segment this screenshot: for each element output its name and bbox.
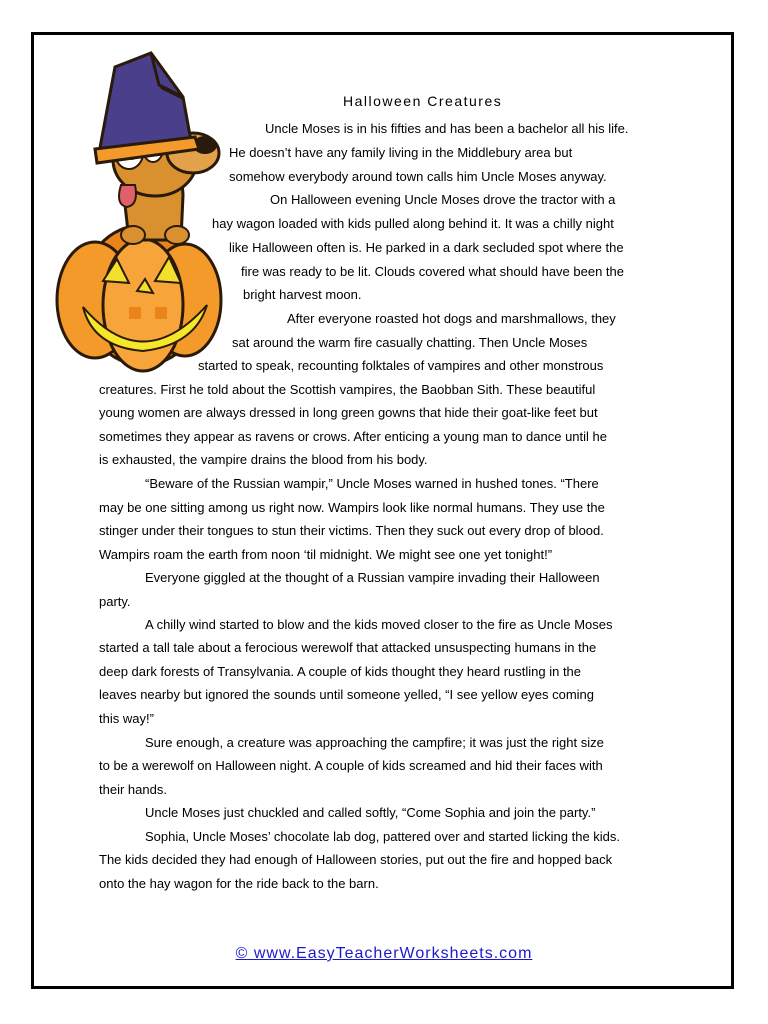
story-line: deep dark forests of Transylvania. A couple of kids thought they heard rustling in the [99, 664, 582, 679]
jack-o-lantern-icon [57, 225, 221, 371]
story-line: started a tall tale about a ferocious werewolf that attacked unsuspecting humans in the [99, 640, 597, 655]
story-line: stinger under their tongues to stun their victims. Then they suck out every drop of blood. [99, 523, 604, 538]
story-line: their hands. [99, 782, 167, 797]
story-line: this way!” [99, 711, 154, 726]
page-title: Halloween Creatures [343, 93, 503, 109]
story-line: Everyone giggled at the thought of a Russian vampire invading their Halloween [145, 570, 600, 585]
story-line: After everyone roasted hot dogs and marshmallows, they [287, 311, 616, 326]
story-line: to be a werewolf on Halloween night. A couple of kids screamed and hid their faces with [99, 758, 603, 773]
story-line: Uncle Moses is in his fifties and has been a bachelor all his life. [265, 121, 629, 136]
story-line: young women are always dressed in long green gowns that hide their goat-like feet but [99, 405, 598, 420]
story-line: Wampirs roam the earth from noon ‘til midnight. We might see one yet tonight!” [99, 547, 553, 562]
story-line: somehow everybody around town calls him Uncle Moses anyway. [229, 169, 607, 184]
story-line: On Halloween evening Uncle Moses drove the tractor with a [270, 192, 616, 207]
story-line: A chilly wind started to blow and the kids moved closer to the fire as Uncle Moses [145, 617, 613, 632]
story-line: Uncle Moses just chuckled and called softly, “Come Sophia and join the party.” [145, 805, 596, 820]
witch-hat-icon [95, 53, 199, 163]
story-line: The kids decided they had enough of Halloween stories, put out the fire and hopped back [99, 852, 613, 867]
story-line: sometimes they appear as ravens or crows. After enticing a young man to dance until he [99, 429, 607, 444]
website-link[interactable]: © www.EasyTeacherWorksheets.com [235, 945, 533, 962]
story-line: creatures. First he told about the Scottish vampires, the Baobban Sith. These beautiful [99, 382, 596, 397]
story-line: He doesn’t have any family living in the Middlebury area but [229, 145, 573, 160]
story-line: sat around the warm fire casually chatting. Then Uncle Moses [232, 335, 588, 350]
story-line: party. [99, 594, 131, 609]
story-line: bright harvest moon. [243, 287, 362, 302]
footer [0, 945, 768, 963]
story-line: started to speak, recounting folktales of vampires and other monstrous [198, 358, 604, 373]
story-line: leaves nearby but ignored the sounds until someone yelled, “I see yellow eyes coming [99, 687, 595, 702]
story-line: fire was ready to be lit. Clouds covered what should have been the [241, 264, 625, 279]
story-line: may be one sitting among us right now. Wampirs look like normal humans. They use the [99, 500, 605, 515]
story-line: “Beware of the Russian wampir,” Uncle Moses warned in hushed tones. “There [145, 476, 599, 491]
story-line: hay wagon loaded with kids pulled along behind it. It was a chilly night [212, 216, 614, 231]
dog-in-pumpkin-illustration [55, 45, 245, 385]
story-line: Sure enough, a creature was approaching the campfire; it was just the right size [145, 735, 604, 750]
story-line: is exhausted, the vampire drains the blood from his body. [99, 452, 428, 467]
story-line: like Halloween often is. He parked in a dark secluded spot where the [229, 240, 624, 255]
story-line: Sophia, Uncle Moses’ chocolate lab dog, pattered over and started licking the kids. [145, 829, 621, 844]
story-line: onto the hay wagon for the ride back to the barn. [99, 876, 379, 891]
